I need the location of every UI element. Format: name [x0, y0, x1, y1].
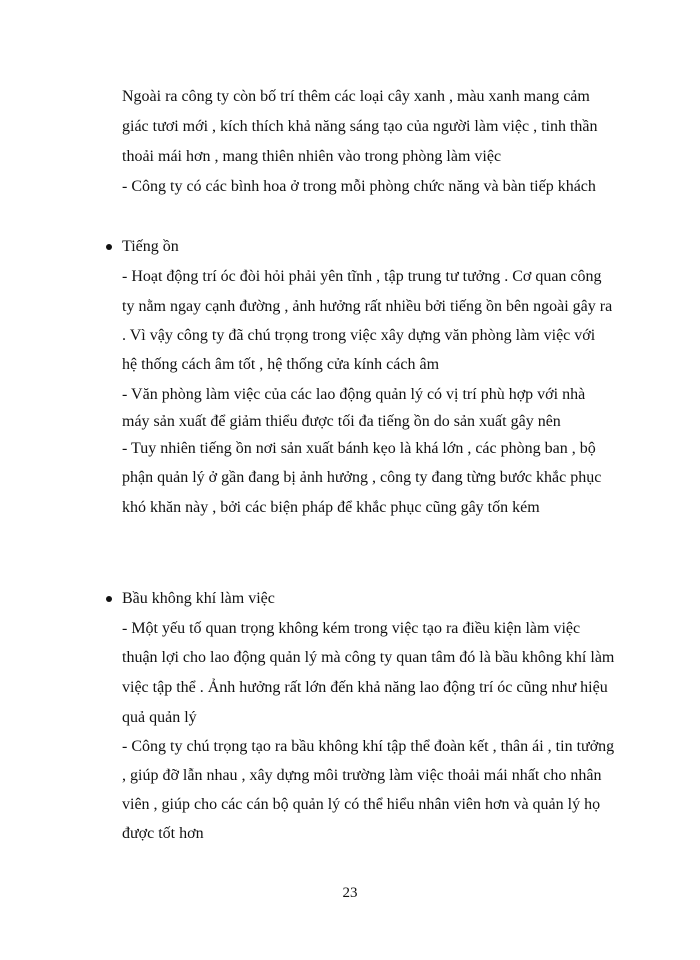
bullet-icon: [106, 596, 112, 602]
text-line: việc tập thể . Ảnh hưởng rất lớn đến khả năng lao động trí óc cũng như hiệu: [122, 679, 608, 696]
text-line: máy sản xuất để giảm thiểu được tối đa tiếng ồn do sản xuất gây nên: [122, 413, 561, 430]
text-line: giác tươi mới , kích thích khả năng sáng tạo của người làm việc , tinh thần: [122, 118, 598, 135]
text-line: thoải mái hơn , mang thiên nhiên vào trong phòng làm việc: [122, 148, 502, 165]
text-line: - Hoạt động trí óc đòi hỏi phải yên tĩnh , tập trung tư tưởng . Cơ quan công: [122, 268, 602, 285]
text-line: - Văn phòng làm việc của các lao động quản lý có vị trí phù hợp với nhà: [122, 386, 586, 403]
text-line: . Vì vậy công ty đã chú trọng trong việc xây dựng văn phòng làm việc với: [122, 327, 596, 344]
text-line: khó khăn này , bởi các biện pháp để khắc phục cũng gây tốn kém: [122, 499, 540, 516]
text-line: hệ thống cách âm tốt , hệ thống cửa kính cách âm: [122, 356, 440, 373]
text-line: - Một yếu tố quan trọng không kém trong việc tạo ra điều kiện làm việc: [122, 620, 581, 637]
text-line: ty nằm ngay cạnh đường , ảnh hưởng rất nhiều bởi tiếng ồn bên ngoài gây ra: [122, 298, 613, 315]
text-line: Ngoài ra công ty còn bố trí thêm các loại cây xanh , màu xanh mang cảm: [122, 88, 590, 105]
text-line: - Tuy nhiên tiếng ồn nơi sản xuất bánh kẹo là khá lớn , các phòng ban , bộ: [122, 440, 596, 457]
text-line: phận quản lý ở gần đang bị ảnh hưởng , công ty đang từng bước khắc phục: [122, 469, 602, 486]
text-line: thuận lợi cho lao động quản lý mà công ty quan tâm đó là bầu không khí làm: [122, 649, 615, 666]
text-line: quả quản lý: [122, 709, 197, 726]
text-line: - Công ty có các bình hoa ở trong mỗi phòng chức năng và bàn tiếp khách: [122, 178, 596, 195]
page-number: 23: [342, 885, 358, 901]
section-heading: Bầu không khí làm việc: [122, 590, 275, 607]
bullet-icon: [106, 244, 112, 250]
text-line: - Công ty chú trọng tạo ra bầu không khí tập thể đoàn kết , thân ái , tin tưởng: [122, 738, 615, 755]
text-line: được tốt hơn: [122, 825, 204, 842]
text-line: , giúp đỡ lẫn nhau , xây dựng môi trường làm việc thoải mái nhất cho nhân: [122, 767, 602, 784]
section-heading: Tiếng ồn: [122, 238, 179, 255]
text-line: viên , giúp cho các cán bộ quản lý có thể hiểu nhân viên hơn và quản lý họ: [122, 796, 601, 813]
